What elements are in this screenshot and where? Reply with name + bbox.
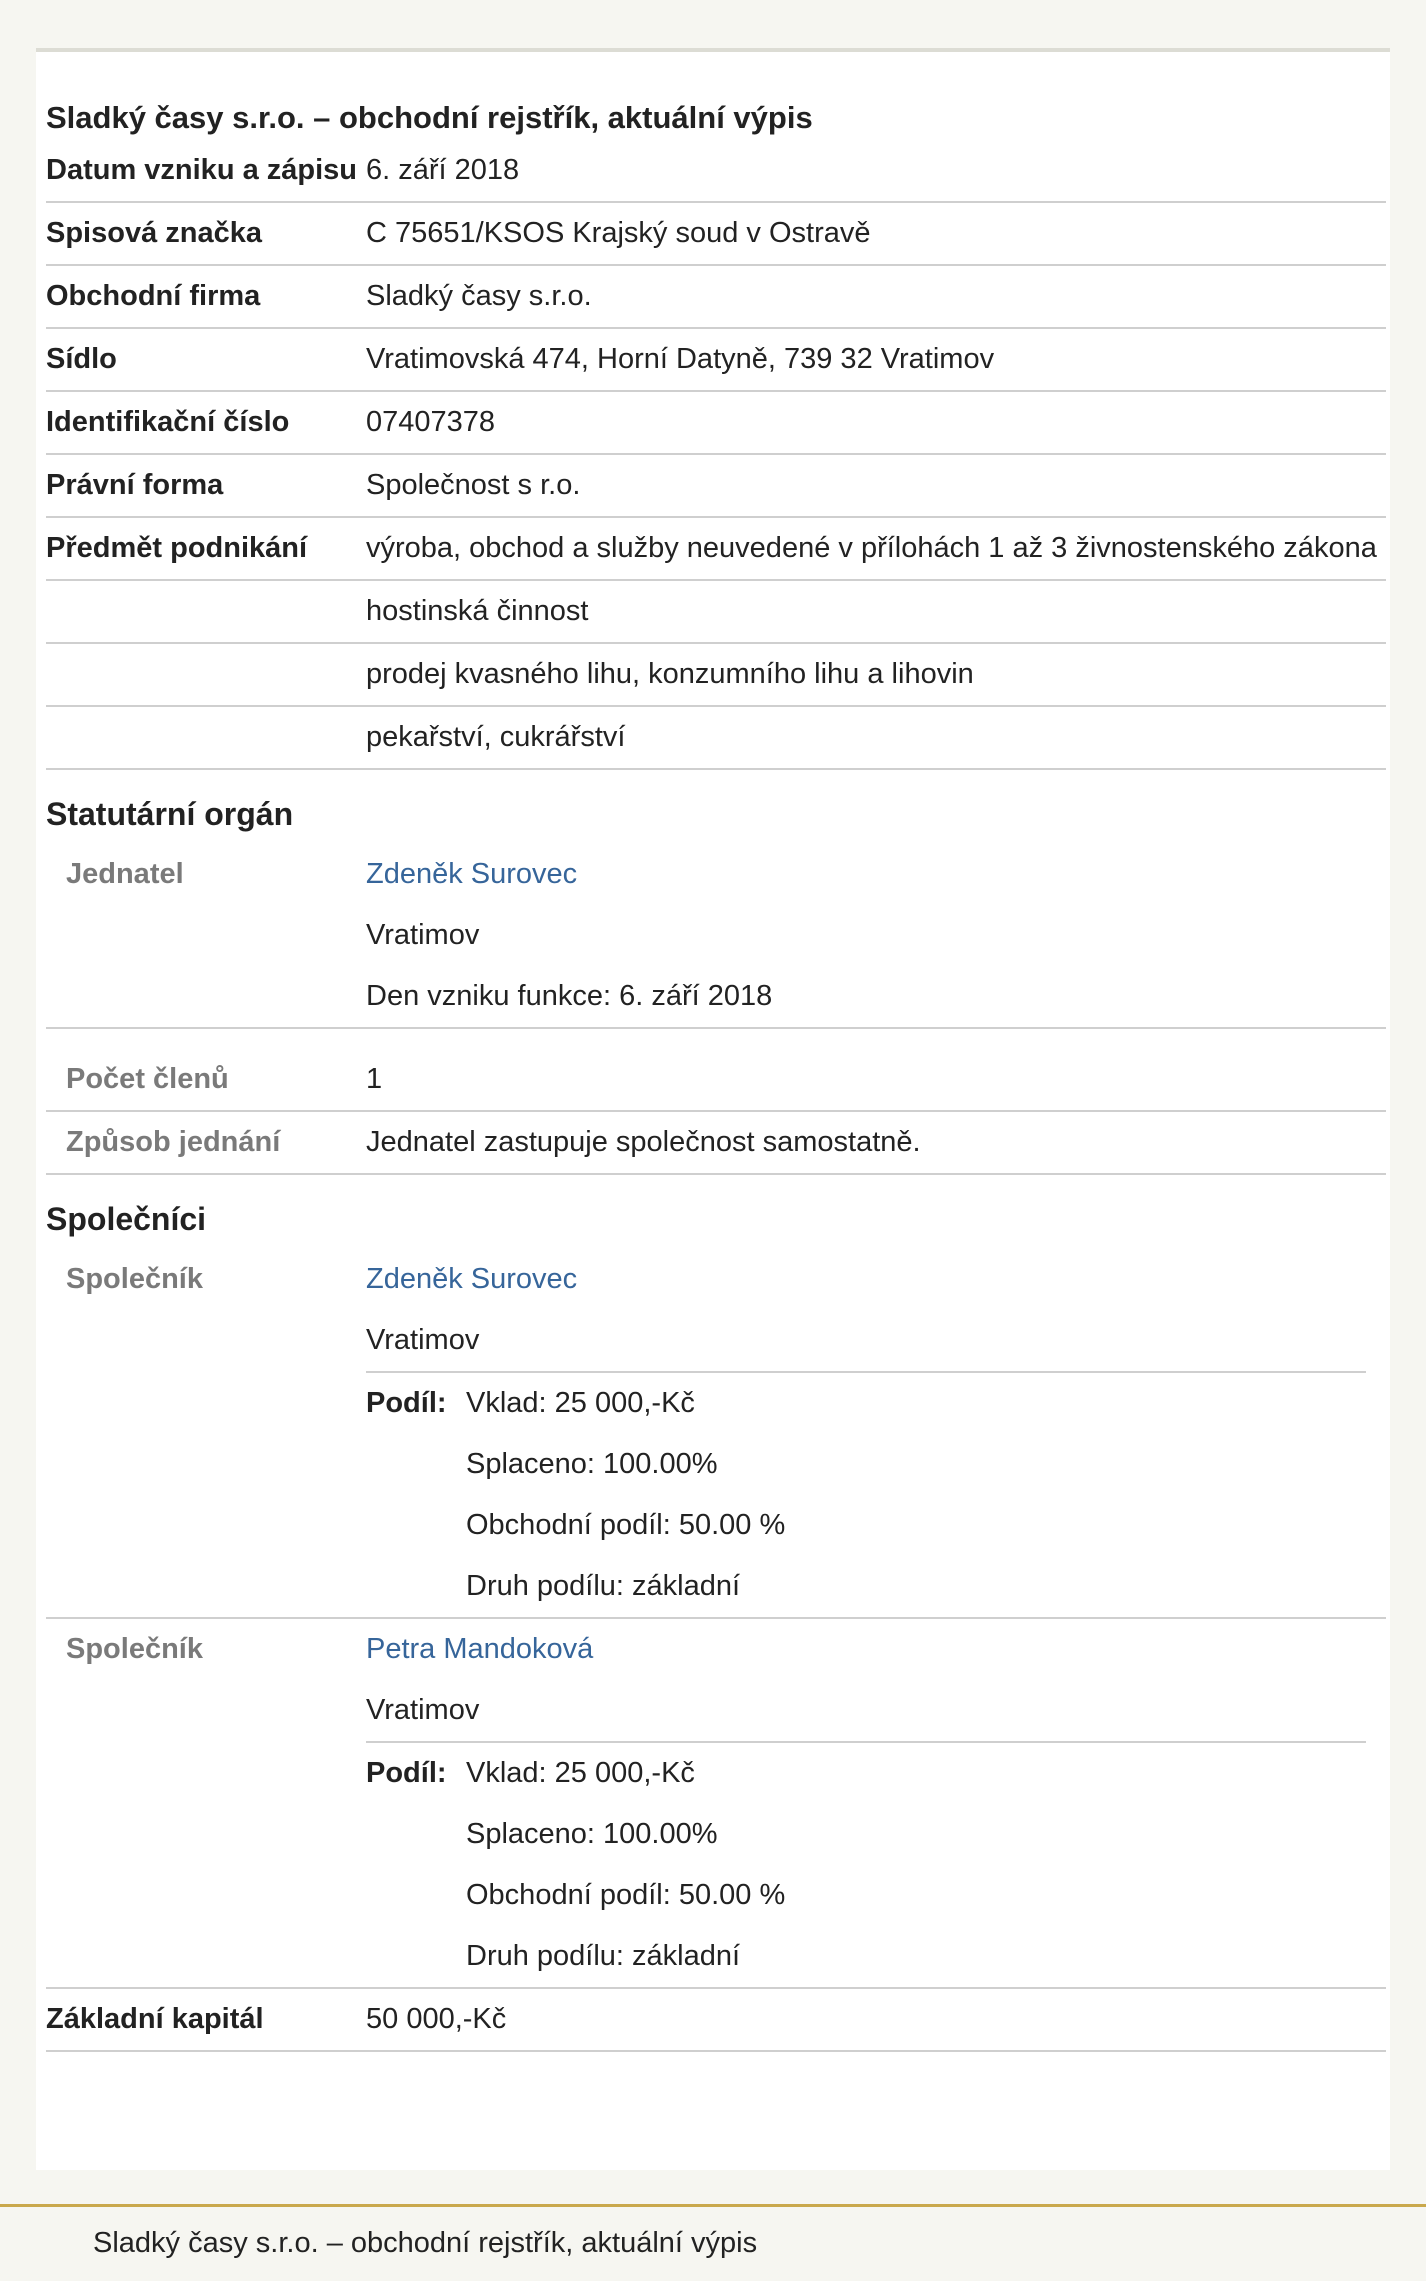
- label-sidlo: Sídlo: [46, 328, 366, 391]
- value-spisova: C 75651/KSOS Krajský soud v Ostravě: [366, 202, 1386, 265]
- statutarni-heading: Statutární orgán: [46, 796, 294, 832]
- register-card: [36, 48, 1390, 2170]
- row-ico: [46, 391, 1386, 454]
- label-firma: Obchodní firma: [46, 265, 366, 328]
- podil-obchodni: Obchodní podíl: 50.00 %: [466, 1879, 786, 1911]
- label-jednatel: Jednatel: [46, 844, 366, 1028]
- podil-label: Podíl:: [366, 1387, 447, 1419]
- value-sidlo: Vratimovská 474, Horní Datyně, 739 32 Vratimov: [366, 328, 1386, 391]
- row-spisova: [46, 202, 1386, 265]
- podil-vklad: Vklad: 25 000,-Kč: [466, 1757, 695, 1789]
- predmet-item: prodej kvasného lihu, konzumního lihu a lihovin: [366, 643, 1386, 706]
- jednatel-since: Den vzniku funkce: 6. září 2018: [366, 980, 773, 1012]
- row-predmet-2: [46, 580, 1386, 643]
- row-sidlo: [46, 328, 1386, 391]
- label-zpusob: Způsob jednání: [46, 1111, 366, 1174]
- row-firma: [46, 265, 1386, 328]
- value-pocet: 1: [366, 1049, 1386, 1111]
- label-spisova: Spisová značka: [46, 202, 366, 265]
- row-predmet: [46, 517, 1386, 580]
- row-datum: [46, 140, 1386, 202]
- label-datum: Datum vzniku a zápisu: [46, 140, 366, 202]
- spolecnik-name-link[interactable]: Petra Mandoková: [366, 1633, 594, 1665]
- spolecnik-city: Vratimov: [366, 1324, 480, 1356]
- footer-text: Sladký časy s.r.o. – obchodní rejstřík, aktuální výpis: [93, 2227, 758, 2259]
- spolecnik-name-link[interactable]: Zdeněk Surovec: [366, 1263, 578, 1295]
- row-predmet-4: [46, 706, 1386, 769]
- row-spolecnik: [46, 1618, 1386, 1988]
- spolecnik-city: Vratimov: [366, 1694, 480, 1726]
- footer: [0, 2204, 1426, 2281]
- podil-druh: Druh podílu: základní: [466, 1570, 741, 1602]
- section-statutarni: [46, 769, 1386, 844]
- register-table: [46, 140, 1386, 2052]
- podil-vklad: Vklad: 25 000,-Kč: [466, 1387, 695, 1419]
- row-forma: [46, 454, 1386, 517]
- spolecnik-podil: [366, 1373, 1386, 1617]
- page-title: Sladký časy s.r.o. – obchodní rejstřík, aktuální výpis: [46, 100, 813, 135]
- predmet-item: výroba, obchod a služby neuvedené v přílohách 1 až 3 živnostenského zákona: [366, 517, 1386, 580]
- section-spolecnici: [46, 1174, 1386, 1249]
- predmet-item: pekařství, cukrářství: [366, 706, 1386, 769]
- value-forma: Společnost s r.o.: [366, 454, 1386, 517]
- spolecnik-podil: [366, 1743, 1386, 1987]
- label-ico: Identifikační číslo: [46, 391, 366, 454]
- row-kapital: [46, 1988, 1386, 2051]
- label-kapital: Základní kapitál: [46, 1988, 366, 2051]
- predmet-item: hostinská činnost: [366, 580, 1386, 643]
- label-pocet: Počet členů: [46, 1049, 366, 1111]
- jednatel-city: Vratimov: [366, 919, 480, 951]
- value-datum: 6. září 2018: [366, 140, 1386, 202]
- row-jednatel: [46, 844, 1386, 1028]
- row-predmet-3: [46, 643, 1386, 706]
- podil-obchodni: Obchodní podíl: 50.00 %: [466, 1509, 786, 1541]
- row-spolecnik: [46, 1249, 1386, 1618]
- label-predmet: Předmět podnikání: [46, 517, 366, 580]
- jednatel-name-link[interactable]: Zdeněk Surovec: [366, 858, 578, 890]
- label-spolecnik: Společník: [46, 1249, 366, 1618]
- value-kapital: 50 000,-Kč: [366, 1988, 1386, 2051]
- spolecnici-heading: Společníci: [46, 1201, 207, 1237]
- podil-label: Podíl:: [366, 1757, 447, 1789]
- podil-druh: Druh podílu: základní: [466, 1940, 741, 1972]
- row-zpusob: [46, 1111, 1386, 1174]
- label-forma: Právní forma: [46, 454, 366, 517]
- value-ico: 07407378: [366, 391, 1386, 454]
- podil-splaceno: Splaceno: 100.00%: [466, 1448, 718, 1480]
- row-pocet: [46, 1049, 1386, 1111]
- value-firma: Sladký časy s.r.o.: [366, 265, 1386, 328]
- podil-splaceno: Splaceno: 100.00%: [466, 1818, 718, 1850]
- label-spolecnik: Společník: [46, 1618, 366, 1988]
- value-zpusob: Jednatel zastupuje společnost samostatně.: [366, 1111, 1386, 1174]
